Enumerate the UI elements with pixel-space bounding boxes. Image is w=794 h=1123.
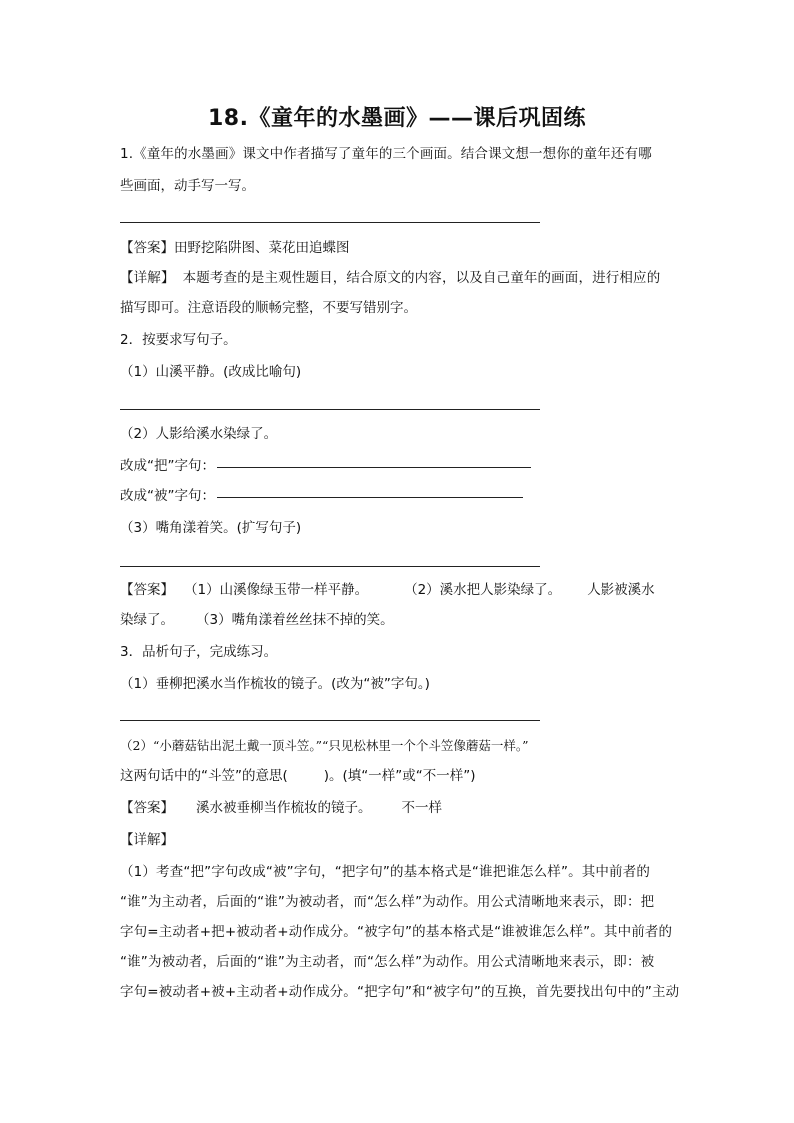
q1-detail-line2: 描写即可。注意语段的顺畅完整，不要写错别字。 (120, 300, 417, 316)
q1-stem-line1: 1.《童年的水墨画》课文中作者描写了童年的三个画面。结合课文想一想你的童年还有哪 (120, 146, 652, 162)
q3-sub2: （2）“小蘑菇钻出泥土戴一顶斗笠。”“只见松林里一个个斗笠像蘑菇一样。” (120, 738, 529, 753)
q3-detail-line2: “谁”为主动者，后面的“谁”为被动者，而“怎么样”为动作。用公式清晰地来表示，即：把 (120, 894, 655, 910)
answer-part-1: （1）山溪像绿玉带一样平静。 (184, 582, 369, 598)
q2-sub1-answer-line[interactable] (120, 409, 540, 410)
q3-detail-line4: “谁”为被动者，后面的“谁”为主动者，而“怎么样”为动作。用公式清晰地来表示，即：被 (120, 954, 655, 970)
q2-sub1: （1）山溪平静。(改成比喻句) (120, 364, 302, 380)
ba-label: 改成“把”字句： (120, 458, 215, 474)
answer-part-2: （2）溪水把人影染绿了。 (404, 582, 562, 598)
q3-detail-tag: 【详解】 (120, 832, 174, 848)
answer-part-3: 人影被溪水 (587, 582, 655, 598)
q1-answer (120, 238, 350, 258)
detail-tag: 【详解】 (120, 270, 175, 286)
q1-answer-line[interactable] (120, 222, 540, 223)
q1-stem-line2: 些画面，动手写一写。 (120, 178, 255, 194)
q3-detail-line1: （1）考查“把”字句改成“被”字句，“把字句”的基本格式是“谁把谁怎么样”。其中前者的 (120, 864, 650, 880)
answer-part-1: 溪水被垂柳当作梳妆的镜子。 (196, 800, 372, 816)
answer-part-2: 不一样 (401, 800, 442, 816)
q2-sub3: （3）嘴角漾着笑。(扩写句子) (120, 520, 302, 536)
answer-part-5: （3）嘴角漾着丝丝抹不掉的笑。 (196, 612, 394, 628)
q1-detail-line1 (120, 268, 660, 288)
q3-detail-line5: 字句=被动者+被+主动者+动作成分。“把字句”和“被字句”的互换，首先要找出句中的”主动 (120, 984, 680, 1000)
answer-text: 田野挖陷阱图、菜花田追蝶图 (174, 240, 350, 256)
answer-tag: 【答案】 (120, 800, 174, 816)
q3-sub1: （1）垂柳把溪水当作梳妆的镜子。(改为“被”字句。) (120, 676, 430, 692)
q2-answer-line1 (120, 580, 655, 600)
q2-bei-row (120, 486, 523, 506)
sub2b-prefix: 这两句话中的“斗笠”的意思( (120, 768, 288, 784)
detail-text: 本题考查的是主观性题目，结合原文的内容，以及自己童年的画面，进行相应的 (182, 270, 661, 286)
q3-answer (120, 798, 442, 818)
sub2b-suffix: )。(填“一样”或“不一样”) (323, 768, 476, 784)
answer-part-4: 染绿了。 (120, 612, 174, 628)
bei-answer-blank[interactable] (217, 496, 523, 498)
bei-label: 改成“被”字句： (120, 488, 215, 504)
ba-answer-blank[interactable] (217, 466, 531, 468)
q3-sub2b (120, 766, 476, 786)
q3-stem: 3．品析句子，完成练习。 (120, 644, 278, 660)
answer-tag: 【答案】 (120, 240, 174, 256)
q3-detail-line3: 字句=主动者+把+被动者+动作成分。“被字句”的基本格式是“谁被谁怎么样”。其中前者的 (120, 924, 673, 940)
q2-answer-line2 (120, 610, 394, 630)
q3-sub1-answer-line[interactable] (120, 720, 540, 721)
answer-tag: 【答案】 (120, 582, 174, 598)
q2-stem: 2．按要求写句子。 (120, 332, 237, 348)
q2-ba-row (120, 456, 531, 476)
q2-sub3-answer-line[interactable] (120, 566, 540, 567)
q2-sub2: （2）人影给溪水染绿了。 (120, 426, 278, 442)
page-title: 18.《童年的水墨画》——课后巩固练 (208, 106, 586, 131)
